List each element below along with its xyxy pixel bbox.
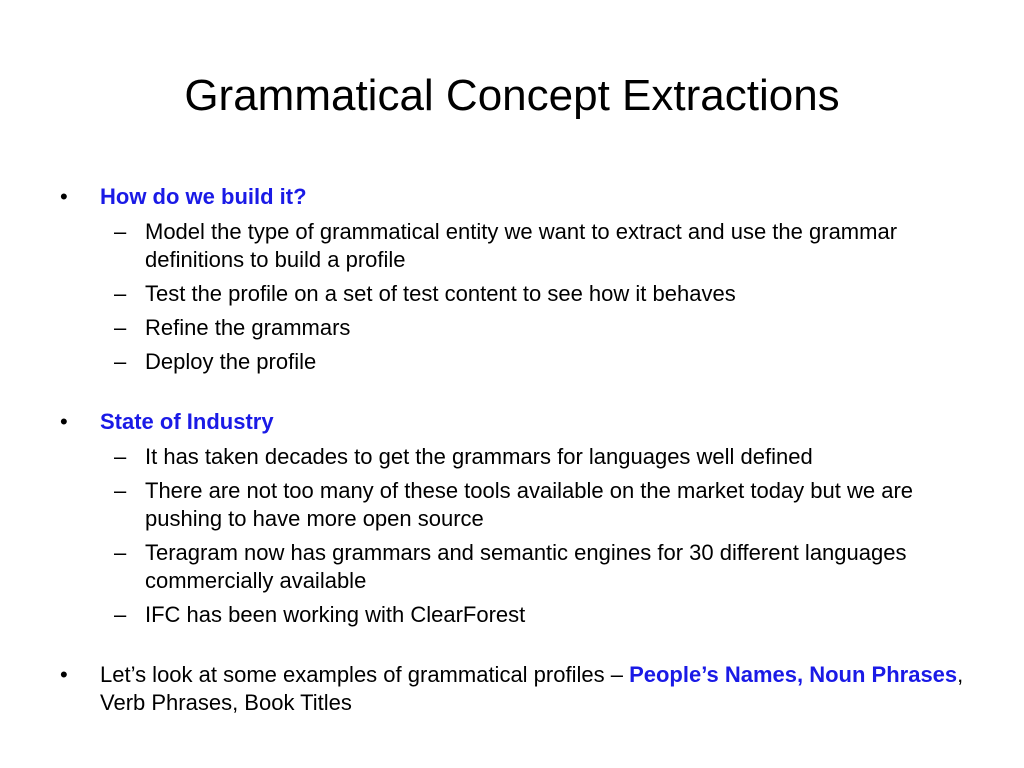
bullet-icon: • <box>60 184 68 209</box>
sub-bullet-text: Refine the grammars <box>145 315 351 340</box>
bullet-examples <box>60 661 980 717</box>
sub-bullet <box>60 218 980 274</box>
bullet-icon: • <box>60 662 68 687</box>
dash-icon: – <box>114 602 127 627</box>
sub-bullet-text: Test the profile on a set of test content to see how it behaves <box>145 281 736 306</box>
sub-bullet-text: Deploy the profile <box>145 349 317 374</box>
bullet-how-do-we-build-it <box>60 183 980 211</box>
bullet-icon: • <box>60 409 68 434</box>
closing-highlight: People’s Names, Noun Phrases <box>629 662 958 687</box>
sub-bullet <box>60 280 980 308</box>
dash-icon: – <box>114 540 127 565</box>
sub-bullet-text: Model the type of grammatical entity we want to extract and use the grammar definitions to build a profile <box>145 219 898 272</box>
sub-bullet <box>60 314 980 342</box>
slide-body <box>60 183 980 717</box>
section-heading: State of Industry <box>100 409 274 434</box>
sub-bullet <box>60 443 980 471</box>
sub-bullet <box>60 539 980 595</box>
sub-bullet <box>60 601 980 629</box>
dash-icon: – <box>114 281 127 306</box>
dash-icon: – <box>114 478 127 503</box>
section-heading: How do we build it? <box>100 184 307 209</box>
closing-suffix: , Verb Phrases, Book Titles <box>100 662 964 715</box>
slide-title: Grammatical Concept Extractions <box>184 71 840 120</box>
dash-icon: – <box>114 315 127 340</box>
sub-bullet-text: There are not too many of these tools available on the market today but we are pushing to have more open source <box>145 478 914 531</box>
sub-bullet-text: IFC has been working with ClearForest <box>145 602 526 627</box>
sub-bullet-text: It has taken decades to get the grammars for languages well defined <box>145 444 813 469</box>
dash-icon: – <box>114 444 127 469</box>
closing-prefix: Let’s look at some examples of grammatical profiles – <box>100 662 630 687</box>
sub-bullet-text: Teragram now has grammars and semantic engines for 30 different languages commercially available <box>145 540 907 593</box>
dash-icon: – <box>114 219 127 244</box>
dash-icon: – <box>114 349 127 374</box>
sub-bullet <box>60 348 980 376</box>
sub-bullet <box>60 477 980 533</box>
bullet-state-of-industry <box>60 408 980 436</box>
